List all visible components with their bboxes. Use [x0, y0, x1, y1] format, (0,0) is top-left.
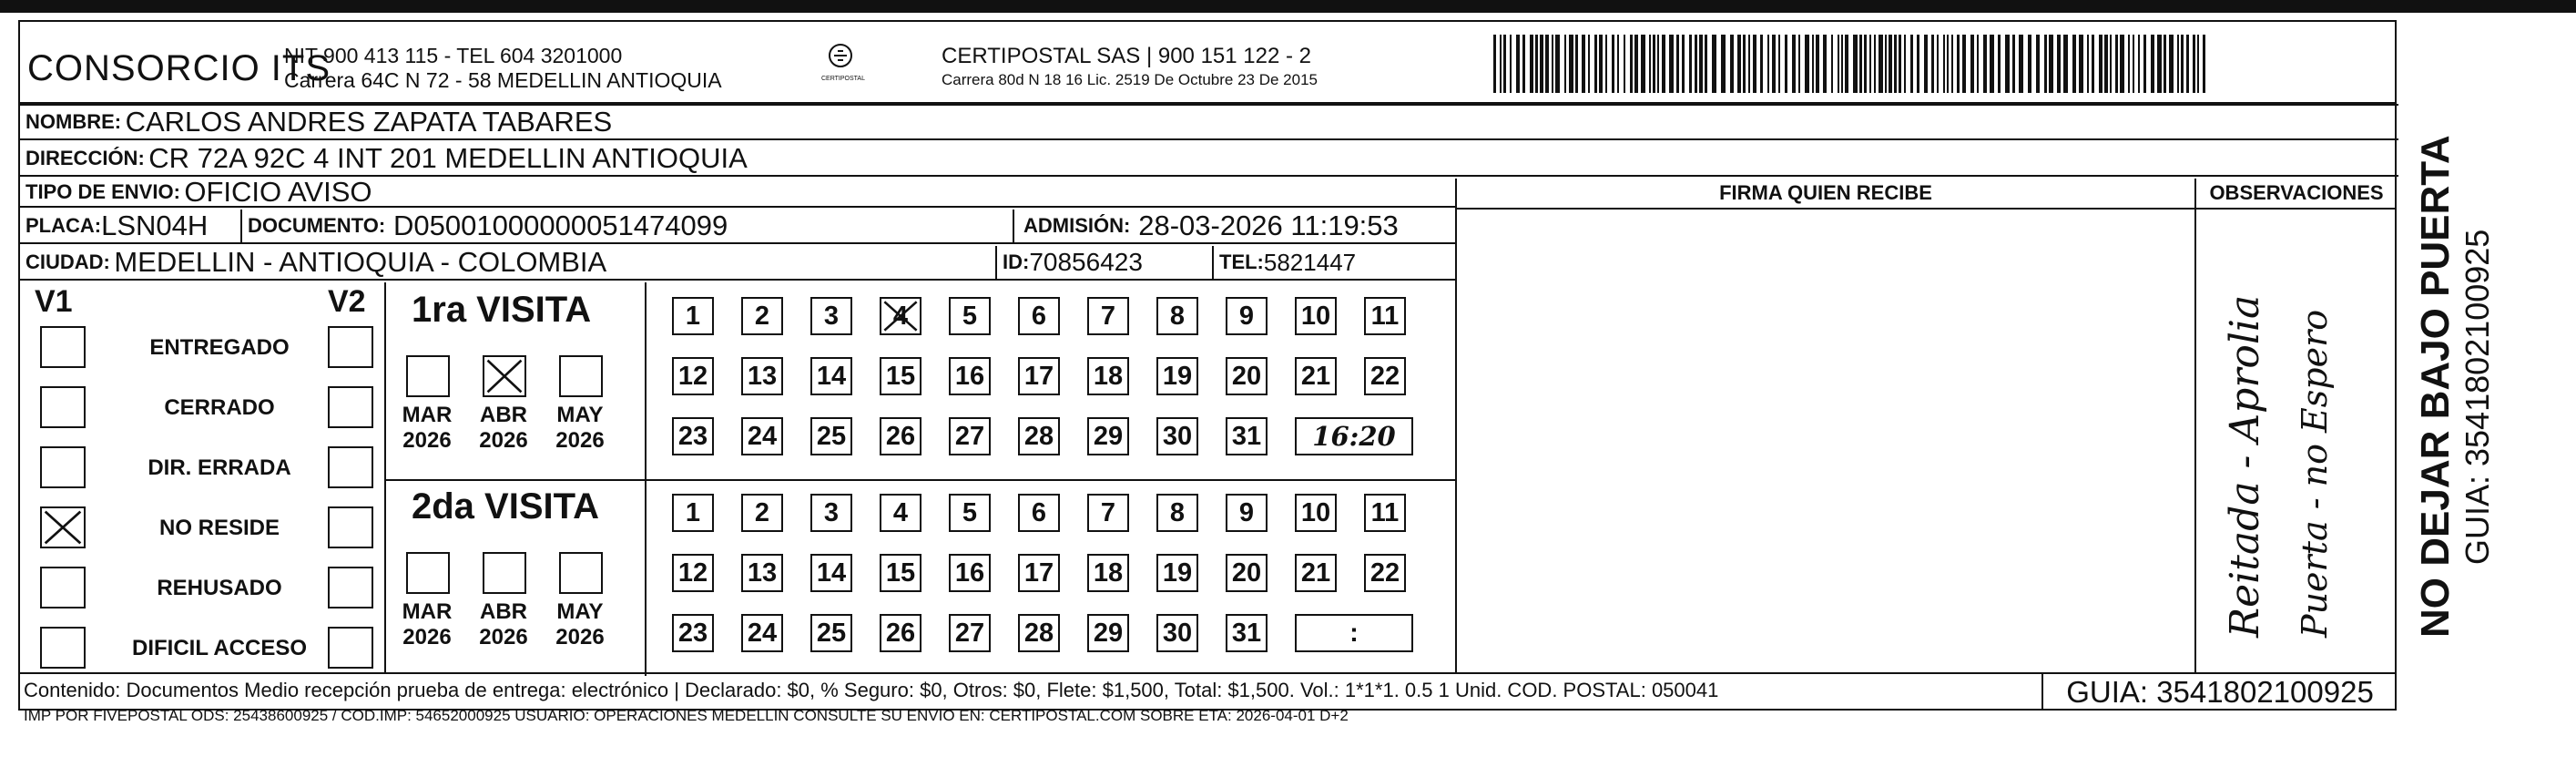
barcode-bar: [2072, 35, 2076, 93]
day-cross-icon: [881, 299, 920, 333]
barcode-bar: [1605, 35, 1607, 93]
logo-text: CERTIPOSTAL: [821, 76, 865, 82]
barcode-bar: [1931, 35, 1934, 93]
certipostal-logo: [821, 42, 865, 82]
placa-value: LSN04H: [101, 210, 209, 241]
barcode-bar: [2203, 35, 2205, 93]
barcode-bar: [1748, 35, 1750, 93]
barcode-bar: [2087, 35, 2089, 93]
barcode-bar: [1737, 35, 1741, 93]
visit-divider: [386, 479, 1455, 481]
month-year: 2026: [402, 428, 452, 453]
day-cell[interactable]: 9: [1226, 494, 1268, 532]
barcode-bar: [2104, 35, 2108, 93]
month-year: 2026: [479, 625, 528, 649]
status-label: CERRADO: [164, 395, 275, 420]
carrier-name: CERTIPOSTAL SAS | 900 151 122 - 2: [942, 44, 1311, 68]
status-v2-checkbox[interactable]: [328, 446, 373, 488]
observaciones-handwriting-2: Puerta - no Espero: [2295, 309, 2335, 638]
month-checkbox[interactable]: [483, 552, 526, 594]
day-cell[interactable]: 23: [672, 417, 714, 455]
barcode-bar: [2120, 35, 2124, 93]
status-v1-checkbox[interactable]: [40, 386, 86, 428]
status-label: REHUSADO: [157, 576, 282, 600]
barcode-bar: [2164, 35, 2166, 93]
barcode-bar: [1879, 35, 1883, 93]
tipo-value: OFICIO AVISO: [184, 176, 372, 208]
day-cell[interactable]: 6: [1018, 494, 1060, 532]
barcode-bar: [1575, 35, 1578, 93]
admision-label: ADMISIÓN:: [1023, 214, 1131, 237]
tel-label: TEL:: [1219, 251, 1264, 273]
day-cell[interactable]: 27: [949, 614, 991, 652]
status-divider: [384, 282, 386, 674]
barcode-bar: [1947, 35, 1949, 93]
day-cell[interactable]: 4: [880, 297, 921, 335]
status-label: NO RESIDE: [158, 516, 280, 540]
month-checkbox[interactable]: [406, 552, 450, 594]
day-cell[interactable]: 22: [1364, 554, 1406, 592]
barcode-bar: [1535, 35, 1538, 93]
barcode-bar: [1853, 35, 1858, 93]
day-cell[interactable]: 17: [1018, 554, 1060, 592]
status-area: [20, 282, 1455, 674]
month-label: MAY: [556, 403, 604, 427]
barcode-bar: [1653, 35, 1655, 93]
barcode-bar: [2115, 35, 2118, 93]
month-label: ABR: [480, 403, 527, 427]
day-cell[interactable]: 11: [1364, 297, 1406, 335]
barcode-bar: [1838, 35, 1839, 93]
day-cell[interactable]: 18: [1087, 554, 1129, 592]
status-v2-checkbox[interactable]: [328, 567, 373, 608]
barcode-bar: [1962, 35, 1966, 93]
company-name: CONSORCIO ITS: [27, 48, 331, 88]
barcode-bar: [1772, 35, 1776, 93]
barcode-bar: [1998, 35, 2001, 93]
barcode-bar: [2151, 35, 2154, 93]
barcode-bar: [1841, 35, 1843, 93]
barcode-bar: [2197, 35, 2199, 93]
day-cell[interactable]: 28: [1018, 417, 1060, 455]
day-cell[interactable]: 14: [810, 357, 852, 395]
day-cell[interactable]: 5: [949, 297, 991, 335]
month-year: 2026: [555, 428, 605, 453]
status-v1-checkbox[interactable]: [40, 627, 86, 669]
barcode-bar: [1957, 35, 1960, 93]
barcode-bar: [2138, 35, 2140, 93]
id-value: 70856423: [1029, 248, 1143, 276]
barcode-bar: [1516, 35, 1520, 93]
barcode: [1493, 35, 2204, 93]
observaciones-header: OBSERVACIONES: [2196, 179, 2397, 210]
day-cell[interactable]: 31: [1226, 614, 1268, 652]
barcode-bar: [2028, 35, 2031, 93]
v2-label: V2: [328, 284, 366, 319]
footer-imp: IMP POR FIVEPOSTAL ODS: 25438600925 / COD.IMP: 54652000925 USUARIO: OPERACIONES MEDELLIN CONSULTE SU ENVIO EN: CERTIPOSTAL.COM SOBRE ETA: 2026-04-01 D+2: [24, 707, 1349, 724]
barcode-bar: [1823, 35, 1827, 93]
month-checkbox[interactable]: [483, 355, 526, 397]
barcode-bar: [1503, 35, 1506, 93]
barcode-bar: [1594, 35, 1597, 93]
day-cell[interactable]: 10: [1295, 297, 1337, 335]
day-cell[interactable]: 9: [1226, 297, 1268, 335]
barcode-bar: [1669, 35, 1674, 93]
status-v2-checkbox[interactable]: [328, 506, 373, 548]
day-cell[interactable]: 5: [949, 494, 991, 532]
day-cell[interactable]: 17: [1018, 357, 1060, 395]
barcode-bar: [1970, 35, 1974, 93]
barcode-bar: [1649, 35, 1651, 93]
day-cell[interactable]: 19: [1156, 357, 1198, 395]
month-label: MAR: [402, 403, 453, 427]
barcode-bar: [1760, 35, 1763, 93]
side-guia: GUIA: 3541802100925: [2459, 229, 2496, 565]
visit-time-field[interactable]: 16:20: [1295, 417, 1413, 455]
day-cell[interactable]: 15: [880, 554, 921, 592]
day-cell[interactable]: 1: [672, 297, 714, 335]
barcode-bar: [1767, 35, 1769, 93]
barcode-bar: [1990, 35, 1994, 93]
status-v1-checkbox[interactable]: [40, 446, 86, 488]
barcode-bar: [1924, 35, 1928, 93]
visit-title: 2da VISITA: [412, 486, 599, 527]
barcode-bar: [1676, 35, 1679, 93]
day-cell[interactable]: 22: [1364, 357, 1406, 395]
barcode-bar: [2099, 35, 2103, 93]
day-cell[interactable]: 1: [672, 494, 714, 532]
ciudad-label: CIUDAD:: [25, 251, 110, 273]
visit-time-field[interactable]: :: [1295, 614, 1413, 652]
barcode-bar: [2169, 35, 2174, 93]
barcode-bar: [1569, 35, 1573, 93]
barcode-bar: [1699, 35, 1703, 93]
status-label: DIR. ERRADA: [148, 455, 291, 480]
day-cell[interactable]: 25: [810, 614, 852, 652]
day-cell[interactable]: 16: [949, 357, 991, 395]
barcode-bar: [1805, 35, 1809, 93]
barcode-bar: [1730, 35, 1734, 93]
month-checkbox[interactable]: [559, 355, 603, 397]
barcode-bar: [1705, 35, 1707, 93]
status-label: ENTREGADO: [149, 335, 290, 360]
day-cell[interactable]: 29: [1087, 614, 1129, 652]
barcode-bar: [2157, 35, 2162, 93]
footer-contenido: Contenido: Documentos Medio recepción prueba de entrega: electrónico | Declarado: $0, % Seguro: $0, Otros: $0, Flete: $1,500, Total: $1,500. Vol.: 1*1*1. 0.5 1 Unid. COD. POSTAL: 050041: [24, 679, 1719, 701]
month-year: 2026: [479, 428, 528, 453]
month-label: MAR: [402, 599, 453, 624]
barcode-bar: [1983, 35, 1987, 93]
status-v1-checkbox[interactable]: [40, 506, 86, 548]
v1-label: V1: [35, 284, 73, 319]
row-placa: [20, 210, 1457, 244]
barcode-bar: [1530, 35, 1533, 93]
barcode-bar: [2049, 35, 2053, 93]
day-cell[interactable]: 18: [1087, 357, 1129, 395]
barcode-bar: [1812, 35, 1814, 93]
barcode-bar: [1864, 35, 1867, 93]
barcode-bar: [2186, 35, 2189, 93]
day-cell[interactable]: 6: [1018, 297, 1060, 335]
day-cell[interactable]: 11: [1364, 494, 1406, 532]
side-warning: NO DEJAR BAJO PUERTA: [2413, 135, 2458, 638]
day-cell[interactable]: 15: [880, 357, 921, 395]
documento-value: D05001000000051474099: [393, 210, 728, 241]
barcode-bar: [2133, 35, 2134, 93]
id-label: ID:: [1003, 251, 1030, 273]
documento-label: DOCUMENTO:: [248, 214, 386, 237]
day-cell[interactable]: 3: [810, 494, 852, 532]
barcode-bar: [1624, 35, 1625, 93]
barcode-bar: [1904, 35, 1906, 93]
barcode-bar: [1943, 35, 1945, 93]
barcode-bar: [1689, 35, 1692, 93]
barcode-bar: [1641, 35, 1645, 93]
day-cell[interactable]: 12: [672, 357, 714, 395]
day-cell[interactable]: 3: [810, 297, 852, 335]
barcode-bar: [1510, 35, 1512, 93]
company-nit: NIT 900 413 115 - TEL 604 3201000: [284, 44, 623, 67]
footer-guia: GUIA: 3541802100925: [2041, 674, 2397, 711]
ciudad-value: MEDELLIN - ANTIOQUIA - COLOMBIA: [114, 246, 607, 278]
observaciones-handwriting-1: Reitada - Aprolia: [2222, 294, 2268, 638]
month-checkbox[interactable]: [559, 552, 603, 594]
day-cell[interactable]: 10: [1295, 494, 1337, 532]
barcode-bar: [1500, 35, 1502, 93]
barcode-bar: [1582, 35, 1585, 93]
barcode-bar: [1695, 35, 1697, 93]
barcode-bar: [2036, 35, 2040, 93]
barcode-bar: [2044, 35, 2047, 93]
month-checkbox[interactable]: [406, 355, 450, 397]
barcode-bar: [2063, 35, 2068, 93]
day-cell[interactable]: 30: [1156, 614, 1198, 652]
barcode-bar: [1889, 35, 1892, 93]
barcode-bar: [2012, 35, 2015, 93]
barcode-bar: [1831, 35, 1833, 93]
checkmark-x-icon: [42, 508, 84, 547]
nombre-label: NOMBRE:: [25, 110, 122, 133]
month-year: 2026: [555, 625, 605, 649]
status-label: DIFICIL ACCESO: [131, 636, 307, 660]
barcode-bar: [1910, 35, 1913, 93]
barcode-bar: [2079, 35, 2083, 93]
barcode-bar: [1778, 35, 1780, 93]
barcode-bar: [1869, 35, 1871, 93]
visit-title: 1ra VISITA: [412, 290, 592, 330]
tipo-label: TIPO DE ENVIO:: [25, 180, 180, 203]
day-cell[interactable]: 7: [1087, 494, 1129, 532]
day-cell[interactable]: 24: [741, 614, 783, 652]
barcode-bar: [1612, 35, 1614, 93]
day-cell[interactable]: 16: [949, 554, 991, 592]
barcode-bar: [1874, 35, 1876, 93]
day-cell[interactable]: 20: [1226, 357, 1268, 395]
row-tipo: [20, 176, 1457, 208]
barcode-bar: [1885, 35, 1887, 93]
status-v1-checkbox[interactable]: [40, 326, 86, 368]
barcode-bar: [1951, 35, 1953, 93]
barcode-bar: [1662, 35, 1665, 93]
status-v2-checkbox[interactable]: [328, 326, 373, 368]
company-address: Carrera 64C N 72 - 58 MEDELLIN ANTIOQUIA: [284, 68, 722, 92]
row-ciudad: [20, 246, 1457, 281]
barcode-bar: [2193, 35, 2195, 93]
day-cell[interactable]: 25: [810, 417, 852, 455]
day-cell[interactable]: 26: [880, 417, 921, 455]
day-cell[interactable]: 30: [1156, 417, 1198, 455]
month-label: ABR: [480, 599, 527, 624]
barcode-bar: [2005, 35, 2010, 93]
barcode-bar: [1552, 35, 1553, 93]
barcode-bar: [1617, 35, 1619, 93]
barcode-bar: [1937, 35, 1939, 93]
barcode-bar: [1721, 35, 1726, 93]
row-direccion: [20, 142, 2398, 177]
barcode-bar: [1564, 35, 1566, 93]
admision-value: 28-03-2026 11:19:53: [1138, 210, 1399, 241]
barcode-bar: [2181, 35, 2184, 93]
direccion-label: DIRECCIÓN:: [25, 147, 145, 169]
obs-divider: [2194, 179, 2196, 674]
day-cell[interactable]: 2: [741, 494, 783, 532]
barcode-bar: [1630, 35, 1633, 93]
row-nombre: [20, 104, 2398, 140]
barcode-bar: [2143, 35, 2146, 93]
month-label: MAY: [556, 599, 604, 624]
day-cell[interactable]: 4: [880, 494, 921, 532]
status-v2-checkbox[interactable]: [328, 627, 373, 669]
day-cell[interactable]: 28: [1018, 614, 1060, 652]
day-cell[interactable]: 7: [1087, 297, 1129, 335]
barcode-bar: [1977, 35, 1979, 93]
barcode-bar: [1845, 35, 1848, 93]
barcode-bar: [1798, 35, 1800, 93]
checkmark-x-icon: [484, 357, 524, 395]
barcode-bar: [1634, 35, 1638, 93]
placa-label: PLACA:: [25, 214, 102, 237]
day-cell[interactable]: 21: [1295, 554, 1337, 592]
barcode-bar: [1599, 35, 1603, 93]
tel-value: 5821447: [1263, 248, 1357, 276]
barcode-bar: [1540, 35, 1543, 93]
barcode-bar: [1792, 35, 1796, 93]
status-v1-checkbox[interactable]: [40, 567, 86, 608]
barcode-bar: [1859, 35, 1862, 93]
direccion-value: CR 72A 92C 4 INT 201 MEDELLIN ANTIOQUIA: [148, 142, 748, 174]
barcode-bar: [1753, 35, 1756, 93]
barcode-bar: [2177, 35, 2179, 93]
top-border: [0, 0, 2576, 13]
firma-header: FIRMA QUIEN RECIBE: [1457, 179, 2194, 210]
barcode-bar: [1545, 35, 1549, 93]
day-cell[interactable]: 21: [1295, 357, 1337, 395]
barcode-bar: [2019, 35, 2023, 93]
barcode-bar: [1682, 35, 1685, 93]
barcode-bar: [2110, 35, 2112, 93]
barcode-bar: [1743, 35, 1746, 93]
nombre-value: CARLOS ANDRES ZAPATA TABARES: [125, 106, 613, 138]
barcode-bar: [2057, 35, 2061, 93]
barcode-bar: [1894, 35, 1897, 93]
barcode-bar: [1493, 35, 1496, 93]
barcode-bar: [1899, 35, 1901, 93]
status-v2-checkbox[interactable]: [328, 386, 373, 428]
day-cell[interactable]: 13: [741, 554, 783, 592]
visit-inner-divider: [645, 479, 647, 676]
barcode-bar: [1785, 35, 1787, 93]
carrier-address: Carrera 80d N 18 16 Lic. 2519 De Octubre 23 De 2015: [942, 71, 1318, 88]
day-cell[interactable]: 19: [1156, 554, 1198, 592]
day-cell[interactable]: 12: [672, 554, 714, 592]
day-cell[interactable]: 13: [741, 357, 783, 395]
barcode-bar: [2128, 35, 2130, 93]
barcode-bar: [2092, 35, 2094, 93]
barcode-bar: [1816, 35, 1819, 93]
barcode-bar: [1657, 35, 1659, 93]
day-cell[interactable]: 26: [880, 614, 921, 652]
day-cell[interactable]: 8: [1156, 494, 1198, 532]
barcode-bar: [1588, 35, 1590, 93]
day-cell[interactable]: 8: [1156, 297, 1198, 335]
barcode-bar: [1917, 35, 1919, 93]
day-cell[interactable]: 20: [1226, 554, 1268, 592]
day-cell[interactable]: 23: [672, 614, 714, 652]
day-cell[interactable]: 29: [1087, 417, 1129, 455]
barcode-bar: [1555, 35, 1560, 93]
day-cell[interactable]: 24: [741, 417, 783, 455]
visit-inner-divider: [645, 282, 647, 479]
footer-divider: [20, 672, 2397, 674]
day-cell[interactable]: 14: [810, 554, 852, 592]
firma-divider: [1455, 179, 1457, 674]
day-cell[interactable]: 2: [741, 297, 783, 335]
barcode-bar: [1522, 35, 1525, 93]
day-cell[interactable]: 31: [1226, 417, 1268, 455]
day-cell[interactable]: 27: [949, 417, 991, 455]
month-year: 2026: [402, 625, 452, 649]
barcode-bar: [1712, 35, 1716, 93]
